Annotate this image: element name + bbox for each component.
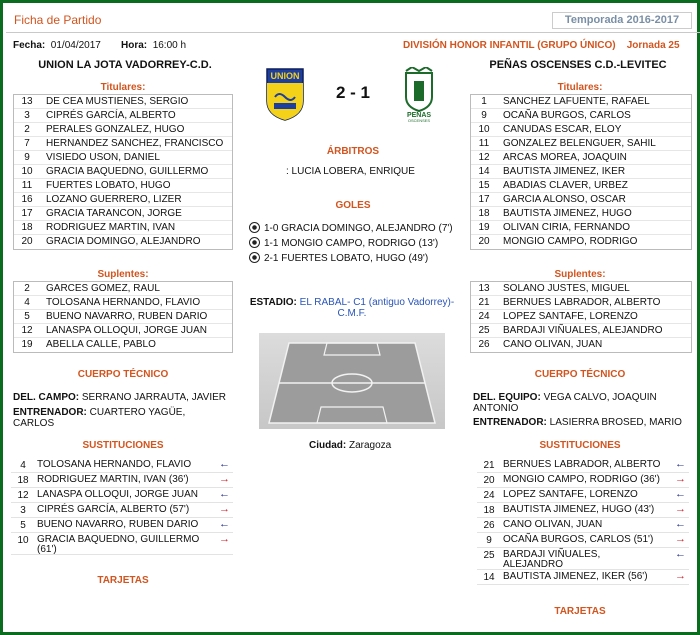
player-row — [471, 193, 691, 207]
player-number: 10 — [21, 166, 33, 177]
arrow-right-icon: → — [675, 533, 686, 545]
season-selector[interactable]: Temporada 2016-2017 — [552, 12, 692, 29]
sub-player-number: 9 — [486, 535, 492, 546]
sub-player-number: 18 — [483, 505, 495, 516]
player-name: GRACIA TARANCON, JORGE — [46, 208, 182, 219]
city-info: Ciudad: Zaragoza — [309, 440, 392, 451]
player-row — [14, 296, 232, 310]
player-name: RODRIGUEZ MARTIN, IVAN — [46, 222, 176, 233]
player-name: BAUTISTA JIMENEZ, IKER — [503, 166, 626, 177]
player-row — [471, 221, 691, 235]
player-number: 13 — [478, 283, 490, 294]
sub-player-name: OCAÑA BURGOS, CARLOS (51') — [503, 534, 654, 545]
arrow-right-icon: → — [675, 473, 686, 485]
player-number: 12 — [21, 325, 33, 336]
player-row — [471, 324, 691, 338]
player-name: ARCAS MOREA, JOAQUIN — [503, 152, 627, 163]
sub-player-name: CANO OLIVAN, JUAN — [503, 519, 603, 530]
stadium-link-2[interactable]: C.M.F. — [337, 308, 367, 319]
player-row — [14, 235, 232, 249]
substitution-row — [11, 518, 233, 533]
player-number: 16 — [21, 194, 33, 205]
pitch-image — [259, 333, 445, 429]
page-title: Ficha de Partido — [14, 13, 102, 27]
sub-player-name: LOPEZ SANTAFE, LORENZO — [503, 489, 638, 500]
goal-score: 2-1 — [264, 253, 279, 264]
arrow-left-icon: ← — [675, 458, 686, 470]
away-titulares-title: Titulares: — [557, 82, 603, 93]
player-number: 18 — [21, 222, 33, 233]
substitution-row — [11, 473, 233, 488]
substitution-row — [477, 518, 689, 533]
away-crest-icon — [398, 67, 440, 122]
substitution-row — [477, 473, 689, 488]
player-number: 7 — [24, 138, 30, 149]
sub-player-number: 20 — [483, 475, 495, 486]
player-name: PERALES GONZALEZ, HUGO — [46, 124, 185, 135]
referee-name: : LUCIA LOBERA, ENRIQUE — [286, 166, 415, 177]
player-row — [14, 165, 232, 179]
player-row — [14, 310, 232, 324]
player-row — [14, 179, 232, 193]
player-row — [471, 137, 691, 151]
match-date: Fecha: 01/04/2017 — [13, 40, 101, 51]
player-number: 12 — [478, 152, 490, 163]
substitution-row — [11, 488, 233, 503]
away-cards-title: TARJETAS — [554, 606, 606, 617]
sub-player-name: LANASPA OLLOQUI, JORGE JUAN — [37, 489, 198, 500]
soccer-ball-icon — [249, 237, 260, 248]
home-subs-list — [13, 281, 233, 353]
player-number: 18 — [478, 208, 490, 219]
home-substitutions-title: SUSTITUCIONES — [82, 440, 164, 451]
home-suplentes-title: Suplentes: — [97, 269, 149, 280]
player-number: 19 — [478, 222, 490, 233]
arrow-left-icon: ← — [675, 518, 686, 530]
player-name: BARDAJI VIÑUALES, ALEJANDRO — [503, 325, 663, 336]
player-row — [471, 151, 691, 165]
player-row — [471, 179, 691, 193]
player-name: OLIVAN CIRIA, FERNANDO — [503, 222, 631, 233]
player-row — [14, 95, 232, 109]
player-name: OCAÑA BURGOS, CARLOS — [503, 110, 631, 121]
away-coach: ENTRENADOR: LASIERRA BROSED, MARIO — [473, 417, 682, 428]
sub-player-name: BUENO NAVARRO, RUBEN DARIO — [37, 519, 199, 530]
arrow-left-icon: ← — [675, 548, 686, 560]
division-label: DIVISIÓN HONOR INFANTIL (GRUPO ÚNICO) Jornada 25 — [403, 40, 680, 51]
soccer-ball-icon — [249, 252, 260, 263]
player-name: CIPRÉS GARCÍA, ALBERTO — [46, 110, 176, 121]
substitution-row — [477, 488, 689, 503]
player-row — [14, 109, 232, 123]
player-name: LOZANO GUERRERO, LIZER — [46, 194, 182, 205]
player-name: LOPEZ SANTAFE, LORENZO — [503, 311, 638, 322]
home-staff-title: CUERPO TÉCNICO — [77, 369, 169, 380]
goal-scorer: FUERTES LOBATO, HUGO (49') — [281, 253, 429, 264]
player-name: TOLOSANA HERNANDO, FLAVIO — [46, 297, 201, 308]
player-row — [471, 282, 691, 296]
player-row — [471, 235, 691, 249]
away-starters-list — [470, 94, 692, 250]
sub-player-number: 21 — [483, 460, 495, 471]
goal-row — [249, 252, 428, 266]
player-number: 9 — [24, 152, 30, 163]
player-row — [14, 123, 232, 137]
player-row — [471, 296, 691, 310]
away-substitutions-title: SUSTITUCIONES — [539, 440, 621, 451]
arrow-right-icon: → — [675, 570, 686, 582]
player-name: CANO OLIVAN, JUAN — [503, 339, 603, 350]
arrow-right-icon: → — [219, 473, 230, 485]
substitution-row — [477, 548, 689, 570]
player-name: FUERTES LOBATO, HUGO — [46, 180, 171, 191]
player-number: 24 — [478, 311, 490, 322]
player-row — [471, 95, 691, 109]
goal-score: 1-0 — [264, 223, 279, 234]
home-cards-title: TARJETAS — [97, 575, 149, 586]
player-number: 17 — [478, 194, 490, 205]
player-number: 19 — [21, 339, 33, 350]
player-row — [14, 338, 232, 352]
sub-player-number: 26 — [483, 520, 495, 531]
player-number: 1 — [481, 96, 487, 107]
away-delegate: DEL. EQUIPO: VEGA CALVO, JOAQUIN ANTONIO — [473, 392, 657, 414]
home-crest-icon — [265, 67, 305, 122]
player-number: 25 — [478, 325, 490, 336]
away-subs-list — [470, 281, 692, 353]
top-bar — [6, 6, 700, 33]
player-number: 10 — [478, 124, 490, 135]
player-number: 21 — [478, 297, 490, 308]
sub-player-number: 25 — [483, 550, 495, 561]
player-row — [14, 207, 232, 221]
player-row — [14, 221, 232, 235]
player-number: 11 — [478, 138, 490, 149]
player-name: SOLANO JUSTES, MIGUEL — [503, 283, 630, 294]
goal-row — [249, 237, 438, 251]
home-delegate: DEL. CAMPO: SERRANO JARRAUTA, JAVIER — [13, 392, 226, 403]
sub-player-name: BAUTISTA JIMENEZ, IKER (56') — [503, 571, 648, 582]
substitution-row — [11, 503, 233, 518]
stadium-link[interactable]: EL RABAL- C1 (antiguo Vadorrey)- — [299, 297, 455, 308]
substitution-row — [477, 458, 689, 473]
player-number: 17 — [21, 208, 33, 219]
sub-player-name: MONGIO CAMPO, RODRIGO (36') — [503, 474, 660, 485]
player-name: LANASPA OLLOQUI, JORGE JUAN — [46, 325, 207, 336]
away-team-name: PEÑAS OSCENSES C.D.-LEVITEC — [489, 59, 667, 71]
player-name: DE CEA MUSTIENES, SERGIO — [46, 96, 189, 107]
soccer-ball-icon — [249, 222, 260, 233]
player-row — [471, 207, 691, 221]
away-staff-title: CUERPO TÉCNICO — [534, 369, 626, 380]
player-name: BERNUES LABRADOR, ALBERTO — [503, 297, 661, 308]
goal-row — [249, 222, 453, 236]
player-row — [471, 109, 691, 123]
player-number: 9 — [481, 110, 487, 121]
sub-player-number: 18 — [17, 475, 29, 486]
svg-text:PEÑAS: PEÑAS — [406, 112, 432, 119]
player-number: 20 — [478, 236, 490, 247]
goal-scorer: MONGIO CAMPO, RODRIGO (13') — [281, 238, 439, 249]
stadium-info: ESTADIO: EL RABAL- C1 (antiguo Vadorrey)- C.M.F. — [249, 297, 455, 319]
player-name: VISIEDO USON, DANIEL — [46, 152, 160, 163]
sub-player-number: 4 — [20, 460, 26, 471]
sub-player-number: 3 — [20, 505, 26, 516]
player-row — [471, 165, 691, 179]
player-number: 3 — [24, 110, 30, 121]
player-number: 5 — [24, 311, 30, 322]
arrow-left-icon: ← — [675, 488, 686, 500]
player-number: 2 — [24, 283, 30, 294]
player-number: 4 — [24, 297, 30, 308]
svg-text:UNION: UNION — [270, 71, 300, 81]
player-row — [14, 282, 232, 296]
sub-player-number: 24 — [483, 490, 495, 501]
match-time: Hora: 16:00 h — [121, 40, 187, 51]
player-number: 15 — [478, 180, 490, 191]
sub-player-name: CIPRÉS GARCÍA, ALBERTO (57') — [37, 504, 190, 515]
away-suplentes-title: Suplentes: — [554, 269, 606, 280]
player-name: ABADIAS CLAVER, URBEZ — [503, 180, 628, 191]
sub-player-number: 10 — [17, 535, 29, 546]
substitution-row — [477, 533, 689, 548]
arrow-left-icon: ← — [219, 518, 230, 530]
player-name: GRACIA BAQUEDNO, GUILLERMO — [46, 166, 209, 177]
substitution-row — [11, 458, 233, 473]
player-row — [14, 151, 232, 165]
arrow-right-icon: → — [675, 503, 686, 515]
arrow-right-icon: → — [219, 503, 230, 515]
player-row — [471, 310, 691, 324]
sub-player-number: 14 — [483, 572, 495, 583]
goal-score: 1-1 — [264, 238, 279, 249]
player-number: 13 — [21, 96, 33, 107]
home-titulares-title: Titulares: — [100, 82, 146, 93]
player-number: 26 — [478, 339, 490, 350]
referees-title: ÁRBITROS — [326, 146, 380, 157]
arrow-right-icon: → — [219, 533, 230, 545]
player-name: SANCHEZ LAFUENTE, RAFAEL — [503, 96, 650, 107]
home-coach: ENTRENADOR: CUARTERO YAGÜE, CARLOS — [13, 407, 186, 429]
player-name: HERNANDEZ SANCHEZ, FRANCISCO — [46, 138, 224, 149]
sub-player-name: RODRIGUEZ MARTIN, IVAN (36') — [37, 474, 189, 485]
match-score: 2 - 1 — [335, 83, 371, 102]
player-name: GRACIA DOMINGO, ALEJANDRO — [46, 236, 201, 247]
home-starters-list — [13, 94, 233, 250]
svg-text:OSCENSES: OSCENSES — [407, 118, 431, 122]
substitution-row — [477, 570, 689, 585]
player-name: MONGIO CAMPO, RODRIGO — [503, 236, 638, 247]
player-name: GONZALEZ BELENGUER, SAHIL — [503, 138, 656, 149]
player-name: GARCES GOMEZ, RAUL — [46, 283, 160, 294]
player-name: ABELLA CALLE, PABLO — [46, 339, 156, 350]
player-name: GARCIA ALONSO, OSCAR — [503, 194, 626, 205]
sub-player-name: GRACIA BAQUEDNO, GUILLERMO (61') — [37, 534, 200, 555]
arrow-left-icon: ← — [219, 458, 230, 470]
player-row — [14, 137, 232, 151]
goals-title: GOLES — [335, 200, 371, 211]
player-row — [14, 324, 232, 338]
sub-player-number: 5 — [20, 520, 26, 531]
sub-player-number: 12 — [17, 490, 29, 501]
player-number: 20 — [21, 236, 33, 247]
substitution-row — [477, 503, 689, 518]
home-team-name: UNION LA JOTA VADORREY-C.D. — [38, 59, 212, 71]
player-row — [14, 193, 232, 207]
goal-scorer: GRACIA DOMINGO, ALEJANDRO (7') — [281, 223, 453, 234]
substitution-row — [11, 533, 233, 555]
sub-player-name: BERNUES LABRADOR, ALBERTO — [503, 459, 661, 470]
sub-player-name: TOLOSANA HERNANDO, FLAVIO — [37, 459, 192, 470]
sub-player-name: BAUTISTA JIMENEZ, HUGO (43') — [503, 504, 655, 515]
player-row — [471, 123, 691, 137]
arrow-left-icon: ← — [219, 488, 230, 500]
sub-player-name: BARDAJI VIÑUALES, ALEJANDRO — [503, 549, 601, 570]
player-number: 14 — [478, 166, 490, 177]
player-number: 2 — [24, 124, 30, 135]
player-name: CANUDAS ESCAR, ELOY — [503, 124, 622, 135]
player-number: 11 — [21, 180, 33, 191]
player-name: BUENO NAVARRO, RUBEN DARIO — [46, 311, 208, 322]
player-name: BAUTISTA JIMENEZ, HUGO — [503, 208, 632, 219]
player-row — [471, 338, 691, 352]
